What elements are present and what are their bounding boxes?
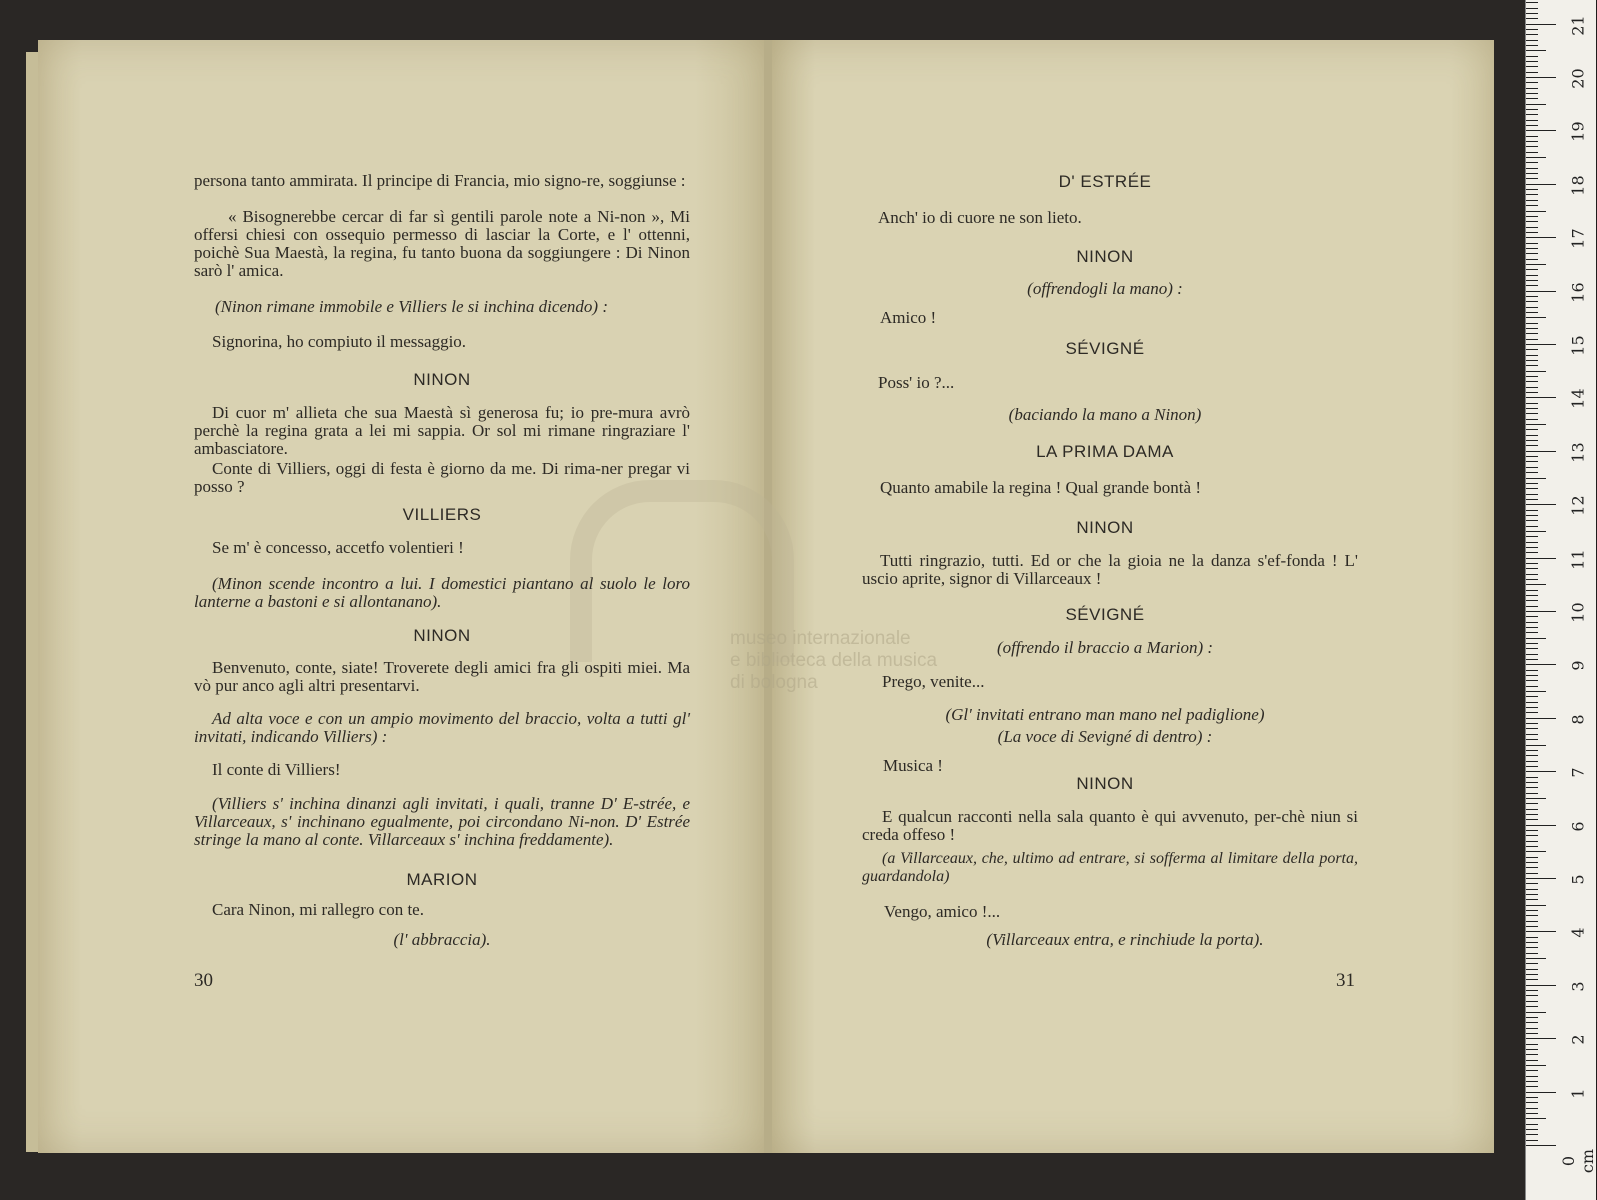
ruler-tick [1526,664,1556,665]
ruler-tick [1526,1140,1538,1141]
ruler-tick [1526,435,1538,436]
ruler-tick [1526,723,1538,724]
dialogue: Il conte di Villiers! [212,760,341,779]
ruler-tick [1526,931,1556,932]
ruler-tick [1526,675,1538,676]
ruler-tick [1526,248,1538,249]
ruler-tick [1526,360,1538,361]
ruler-tick [1526,344,1556,345]
ruler-tick [1526,579,1538,580]
ruler-number: 14 [1568,388,1588,410]
paragraph: « Bisognerebbe cercar di far sì gentili parole note a Ni-non », Mi offersi chiesi con ossequio permesso di lasciar la Corte, e l' ottenni, poichè Sua Maestà, la regina, fu tanto buona da soggiungere : Di Ninon sarò l' amica. [194,207,690,280]
ruler-tick [1526,670,1538,671]
ruler-tick [1526,253,1538,254]
ruler-tick [1526,990,1538,991]
ruler-tick [1526,136,1538,137]
ruler-number: 3 [1568,981,1588,992]
page-number: 31 [1336,970,1355,991]
ruler-tick [1526,963,1538,964]
ruler-tick [1526,1054,1538,1055]
ruler-tick [1526,478,1546,479]
ruler-tick [1526,114,1538,115]
ruler-number: 15 [1568,335,1588,356]
ruler-tick [1526,643,1538,644]
ruler-tick [1526,857,1538,858]
ruler-tick [1526,552,1538,553]
ruler-tick [1526,445,1538,446]
ruler-tick [1526,1065,1546,1066]
character-name: VILLIERS [402,505,482,524]
ruler-tick [1526,798,1546,799]
ruler-number: 8 [1568,714,1588,725]
ruler-tick [1526,1017,1538,1018]
ruler-tick [1526,568,1538,569]
ruler-tick [1526,835,1538,836]
stage-direction: (Gl' invitati entrano man mano nel padiglione) [945,705,1265,724]
ruler-number: 19 [1568,121,1588,143]
ruler-number: 9 [1568,660,1588,671]
ruler-tick [1526,616,1538,617]
ruler-tick [1526,777,1538,778]
ruler-tick [1526,819,1538,820]
ruler-number: 6 [1568,821,1588,832]
character-name: LA PRIMA DAMA [1036,442,1174,461]
ruler-tick [1526,1118,1546,1119]
ruler-tick [1526,259,1538,260]
ruler-tick [1526,45,1538,46]
ruler-tick [1526,461,1538,462]
dialogue: Anch' io di cuore ne son lieto. [878,208,1082,227]
ruler-tick [1526,563,1538,564]
ruler-tick [1526,728,1538,729]
ruler-tick [1526,1028,1538,1029]
ruler-tick [1526,98,1538,99]
ruler-tick [1526,680,1538,681]
character-name: NINON [413,370,471,389]
ruler-tick [1526,307,1538,308]
ruler-number: 4 [1568,927,1588,938]
ruler-tick [1526,365,1538,366]
ruler-tick [1526,755,1538,756]
ruler-tick [1526,237,1556,238]
ruler-tick [1526,734,1538,735]
ruler-tick [1526,392,1538,393]
ruler-tick [1526,739,1538,740]
ruler-tick [1526,707,1538,708]
ruler-tick [1526,333,1538,334]
ruler-tick [1526,24,1556,25]
ruler-tick [1526,1092,1556,1093]
ruler-tick [1526,61,1538,62]
ruler-tick [1526,841,1538,842]
ruler-tick [1526,50,1546,51]
ruler-tick [1526,1108,1538,1109]
ruler-tick [1526,958,1546,959]
ruler-tick [1526,93,1538,94]
ruler-tick [1526,1070,1538,1071]
ruler-tick [1526,168,1538,169]
stage-direction: (Villiers s' inchina dinanzi agli invitati, i quali, tranne D' E-strée, e Villarceaux, s' inchinano egualmente, poi circondano Ni-non. D' Estrée stringe la mano al conte. Villarceaux s' inchina freddamente). [194,794,690,849]
ruler-tick [1526,745,1546,746]
ruler-tick [1526,862,1538,863]
ruler-tick [1526,611,1556,612]
ruler-tick [1526,419,1538,420]
ruler-tick [1526,595,1538,596]
character-name: NINON [1076,774,1134,793]
ruler-tick [1526,317,1546,318]
ruler-tick [1526,1012,1546,1013]
ruler-tick [1526,584,1546,585]
ruler-tick [1526,910,1538,911]
ruler-tick [1526,696,1538,697]
ruler-tick [1526,2,1538,3]
watermark-line: e biblioteca della musica [730,650,938,671]
ruler-tick [1526,1102,1538,1103]
ruler-tick [1526,793,1538,794]
ruler-tick [1526,424,1546,425]
ruler-tick [1526,1006,1538,1007]
ruler-tick [1526,985,1556,986]
watermark-line: di bologna [730,672,818,693]
ruler-number: 18 [1568,175,1588,196]
ruler-tick [1526,152,1538,153]
ruler-tick [1526,969,1538,970]
ruler-tick [1526,995,1538,996]
ruler-number: 13 [1568,442,1588,463]
stage-direction: (La voce di Sevigné di dentro) : [997,727,1213,746]
ruler-tick [1526,194,1538,195]
ruler-tick [1526,782,1538,783]
stage-direction: (Minon scende incontro a lui. I domestici piantano al suolo le loro lanterne a bastoni e si allontanano). [194,574,690,611]
ruler-tick [1526,499,1538,500]
ruler-tick [1526,937,1538,938]
ruler-tick [1526,1049,1538,1050]
ruler-tick [1526,56,1538,57]
ruler-tick [1526,510,1538,511]
dialogue: Benvenuto, conte, siate! Troverete degli amici fra gli ospiti miei. Ma vò pur anco agli altri presentarvi. [194,658,690,695]
ruler-tick [1526,702,1538,703]
ruler-tick [1526,381,1538,382]
ruler-tick [1526,178,1538,179]
ruler-number: 21 [1568,14,1588,36]
ruler-tick [1526,1076,1538,1077]
ruler-tick [1526,771,1556,772]
ruler-tick [1526,600,1538,601]
ruler-tick [1526,686,1538,687]
ruler-tick [1526,269,1538,270]
watermark-line: museo internazionale [730,628,911,649]
ruler-tick [1526,312,1538,313]
ruler-tick [1526,878,1556,879]
ruler-tick [1526,40,1538,41]
ruler-tick [1526,1086,1538,1087]
character-name: NINON [1076,518,1134,537]
character-name: NINON [413,626,471,645]
ruler-tick [1526,590,1538,591]
ruler-tick [1526,803,1538,804]
character-name: SÉVIGNÉ [1065,339,1145,358]
ruler-tick [1526,141,1538,142]
ruler-tick [1526,275,1538,276]
character-name: NINON [1076,247,1134,266]
ruler-tick [1526,1033,1538,1034]
ruler-tick [1526,894,1538,895]
ruler-tick [1526,1081,1538,1082]
ruler-tick [1526,483,1538,484]
ruler-tick [1526,227,1538,228]
ruler-tick [1526,291,1556,292]
ruler-tick [1526,846,1538,847]
dialogue: Poss' io ?... [878,373,955,392]
page-number: 30 [194,970,213,991]
ruler-tick [1526,1022,1538,1023]
ruler-number: 12 [1568,495,1588,516]
ruler-tick [1526,72,1538,73]
ruler-number: 20 [1568,68,1588,89]
ruler-tick [1526,1097,1538,1098]
ruler-tick [1526,632,1538,633]
ruler-tick [1526,942,1538,943]
ruler-tick [1526,162,1538,163]
dialogue: Tutti ringrazio, tutti. Ed or che la gioia ne la danza s'ef-fonda ! L' uscio aprite, signor di Villarceaux ! [862,551,1358,588]
ruler-tick [1526,109,1538,110]
ruler-tick [1526,766,1538,767]
ruler-tick [1526,627,1538,628]
stage-direction: (a Villarceaux, che, ultimo ad entrare, si sofferma al limitare della porta, guardandola) [862,850,1358,885]
ruler-tick [1526,18,1538,19]
ruler-tick [1526,77,1556,78]
stage-direction: (offrendo il braccio a Marion) : [996,638,1214,657]
ruler-tick [1526,873,1538,874]
ruler-tick [1526,883,1538,884]
ruler-tick [1526,905,1546,906]
ruler-tick [1526,1134,1538,1135]
ruler-tick [1526,867,1538,868]
ruler-tick [1526,830,1538,831]
dialogue: Di cuor m' allieta che sua Maestà sì generosa fu; io pre-mura avrò perchè la regina grata a lei mi sappia. Or sol mi rimane ringraziare l' ambasciatore. [194,403,690,458]
ruler-number: 1 [1568,1088,1588,1099]
ruler-tick [1526,157,1546,158]
ruler-tick [1526,472,1538,473]
ruler-tick [1526,659,1538,660]
ruler-tick [1526,1044,1538,1045]
ruler-tick [1526,339,1538,340]
ruler-tick [1526,1113,1538,1114]
ruler-tick [1526,947,1538,948]
ruler-number: 2 [1568,1034,1588,1045]
ruler-tick [1526,899,1538,900]
ruler-tick [1526,488,1538,489]
ruler-tick [1526,750,1538,751]
ruler-tick [1526,371,1546,372]
dialogue: Conte di Villiers, oggi di festa è giorno da me. Di rima-ner pregar vi posso ? [194,459,690,496]
ruler-tick [1526,638,1546,639]
ruler-tick [1526,184,1556,185]
measurement-ruler [1525,0,1596,1200]
ruler-tick [1526,211,1546,212]
ruler-tick [1526,221,1538,222]
ruler-tick [1526,974,1538,975]
stage-direction: Ad alta voce e con un ampio movimento del braccio, volta a tutti gl' invitati, indicando Villiers) : [194,709,690,746]
ruler-number: 5 [1568,874,1588,885]
paragraph: persona tanto ammirata. Il principe di Francia, mio signo-re, soggiunse : [194,171,686,190]
ruler-tick [1526,349,1538,350]
stage-direction: (l' abbraccia). [393,930,491,949]
ruler-tick [1526,654,1538,655]
ruler-tick [1526,323,1538,324]
ruler-number: 17 [1568,228,1588,249]
ruler-tick [1526,387,1538,388]
ruler-tick [1526,953,1538,954]
ruler-tick [1526,88,1538,89]
ruler-tick [1526,1060,1538,1061]
ruler-tick [1526,825,1556,826]
ruler-tick [1526,146,1538,147]
dialogue: Musica ! [883,756,943,775]
ruler-tick [1526,1124,1538,1125]
ruler-number: 11 [1568,548,1588,570]
ruler-tick [1526,173,1538,174]
dialogue: E qualcun racconti nella sala quanto è qui avvenuto, per-chè niun si creda offeso ! [862,807,1358,844]
ruler-tick [1526,355,1538,356]
ruler-tick [1526,574,1538,575]
ruler-tick [1526,504,1556,505]
ruler-tick [1526,29,1538,30]
ruler-tick [1526,376,1538,377]
ruler-tick [1526,814,1538,815]
ruler-tick [1526,809,1538,810]
ruler-tick [1526,285,1538,286]
ruler-tick [1526,979,1538,980]
ruler-tick [1526,1129,1538,1130]
ruler-tick [1526,606,1538,607]
dialogue: Amico ! [880,308,937,327]
dialogue: Signorina, ho compiuto il messaggio. [212,332,467,351]
ruler-number: 10 [1568,602,1588,623]
ruler-number: 7 [1568,767,1588,778]
ruler-tick [1526,8,1538,9]
ruler-unit-label: 0 cm [1559,1148,1597,1174]
ruler-tick [1526,1038,1556,1039]
stage-direction: (Villarceaux entra, e rinchiude la porta). [986,930,1264,949]
stage-direction: (Ninon rimane immobile e Villiers le si inchina dicendo) : [215,297,608,316]
ruler-tick [1526,189,1538,190]
ruler-tick [1526,622,1538,623]
ruler-tick [1526,34,1538,35]
ruler-tick [1526,328,1538,329]
ruler-tick [1526,531,1546,532]
ruler-tick [1526,413,1538,414]
ruler-tick [1526,280,1538,281]
character-name: SÉVIGNÉ [1065,605,1145,624]
ruler-tick [1526,440,1538,441]
ruler-tick [1526,451,1556,452]
dialogue: Cara Ninon, mi rallegro con te. [212,900,424,919]
ruler-tick [1526,536,1538,537]
ruler-tick [1526,104,1546,105]
ruler-tick [1526,515,1538,516]
stage-direction: (offrendogli la mano) : [1027,279,1183,298]
ruler-tick [1526,926,1538,927]
character-name: MARION [406,870,478,889]
dialogue: Prego, venite... [882,672,985,691]
ruler-tick [1526,120,1538,121]
ruler-tick [1526,264,1546,265]
ruler-tick [1526,243,1538,244]
ruler-tick [1526,921,1538,922]
dialogue: Quanto amabile la regina ! Qual grande bontà ! [880,478,1201,497]
ruler-tick [1526,125,1538,126]
ruler-tick [1526,216,1538,217]
ruler-tick [1526,526,1538,527]
ruler-tick [1526,200,1538,201]
ruler-tick [1526,13,1538,14]
ruler-tick [1526,712,1538,713]
dialogue: Se m' è concesso, accetfo volentieri ! [212,538,464,557]
ruler-tick [1526,296,1538,297]
character-name: D' ESTRÉE [1058,172,1152,191]
ruler-tick [1526,648,1538,649]
ruler-tick [1526,558,1556,559]
ruler-tick [1526,467,1538,468]
ruler-tick [1526,456,1538,457]
ruler-tick [1526,403,1538,404]
ruler-tick [1526,205,1538,206]
ruler-tick [1526,232,1538,233]
ruler-tick [1526,82,1538,83]
ruler-tick [1526,397,1556,398]
ruler-tick [1526,520,1538,521]
ruler-tick [1526,787,1538,788]
ruler-tick [1526,494,1538,495]
ruler-tick [1526,429,1538,430]
ruler-tick [1526,130,1556,131]
ruler-tick [1526,889,1538,890]
ruler-tick [1526,1001,1538,1002]
ruler-tick [1526,718,1556,719]
ruler-tick [1526,691,1546,692]
ruler-tick [1526,408,1538,409]
ruler-tick [1526,915,1538,916]
ruler-tick [1526,1145,1556,1146]
stage-direction: (baciando la mano a Ninon) [1008,405,1202,424]
ruler-tick [1526,301,1538,302]
dialogue: Vengo, amico !... [884,902,1001,921]
ruler-number: 16 [1568,281,1588,303]
ruler-tick [1526,547,1538,548]
ruler-tick [1526,66,1538,67]
ruler-tick [1526,542,1538,543]
ruler-tick [1526,761,1538,762]
ruler-tick [1526,851,1546,852]
